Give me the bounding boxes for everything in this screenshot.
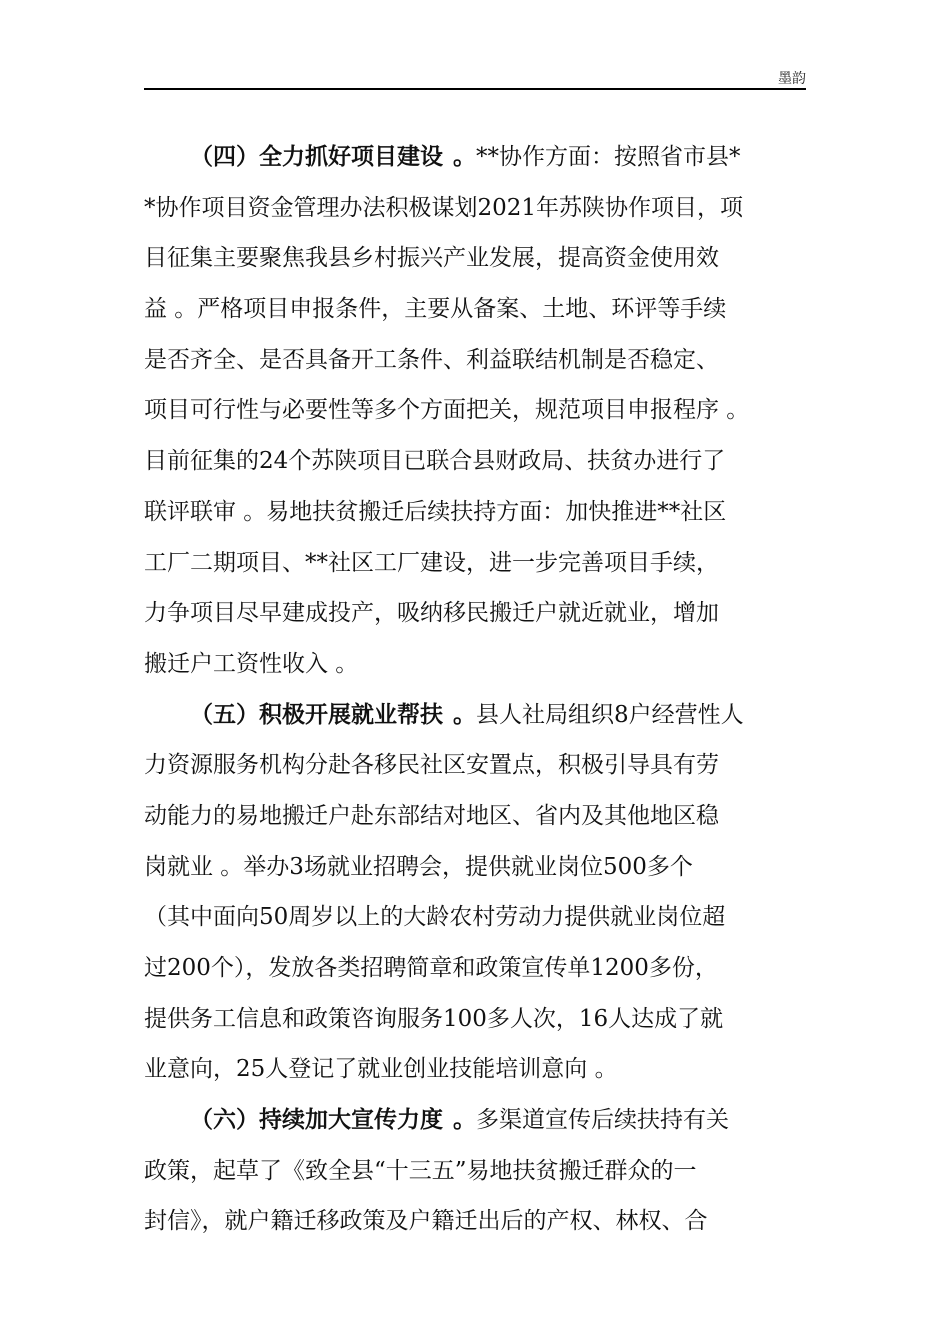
- paragraph-line: 搬迁户工资性收入 。: [144, 650, 359, 677]
- paragraph-6-first-line: [144, 1101, 806, 1152]
- paragraph-line: 益 。严格项目申报条件，主要从备案、土地、环评等手续: [144, 296, 727, 323]
- paragraph-line: *协作项目资金管理办法积极谋划2021年苏陕协作项目，项: [144, 194, 744, 221]
- paragraph-line: 联评联审 。易地扶贫搬迁后续扶持方面：加快推进**社区: [144, 498, 727, 525]
- heading-period: 。: [453, 700, 476, 728]
- paragraph-line: 提供务工信息和政策咨询服务100多人次，16人达成了就: [144, 1005, 724, 1032]
- paragraph-line: 政策，起草了《致全县“十三五”易地扶贫搬迁群众的一: [144, 1157, 697, 1184]
- section-heading-5: （五）积极开展就业帮扶: [190, 700, 443, 728]
- paragraph-line: 动能力的易地搬迁户赴东部结对地区、省内及其他地区稳: [144, 802, 719, 829]
- paragraph-line: 工厂二期项目、**社区工厂建设，进一步完善项目手续，: [144, 549, 719, 576]
- paragraph-line: 力资源服务机构分赴各移民社区安置点，积极引导具有劳: [144, 752, 719, 779]
- paragraph-line: 是否齐全、是否具备开工条件、利益联结机制是否稳定、: [144, 346, 719, 373]
- paragraph-text: **协作方面：按照省市县*: [476, 144, 741, 170]
- paragraph-line: 岗就业 。举办3场就业招聘会，提供就业岗位500多个: [144, 853, 693, 880]
- paragraph-line: 封信》，就户籍迁移政策及户籍迁出后的产权、林权、合: [144, 1208, 708, 1235]
- paragraph-4-first-line: [144, 138, 806, 189]
- section-heading-4: （四）全力抓好项目建设: [190, 143, 443, 170]
- paragraph-text: 县人社局组织8户经营性人: [476, 701, 744, 728]
- section-heading-6: （六）持续加大宣传力度: [190, 1106, 443, 1134]
- paragraph-line: 项目可行性与必要性等多个方面把关，规范项目申报程序 。: [144, 397, 750, 424]
- document-body: [144, 138, 806, 1253]
- header-rule: [144, 88, 806, 90]
- paragraph-line: 业意向，25人登记了就业创业技能培训意向 。: [144, 1056, 618, 1083]
- paragraph-line: 力争项目尽早建成投产，吸纳移民搬迁户就近就业，增加: [144, 600, 719, 627]
- paragraph-line: 目前征集的24个苏陕项目已联合县财政局、扶贫办进行了: [144, 448, 726, 475]
- heading-period: 。: [453, 1106, 476, 1134]
- paragraph-5-first-line: [144, 696, 806, 747]
- paragraph-text: 多渠道宣传后续扶持有关: [476, 1107, 729, 1134]
- paragraph-line: 目征集主要聚焦我县乡村振兴产业发展，提高资金使用效: [144, 245, 719, 272]
- paragraph-line: （其中面向50周岁以上的大龄农村劳动力提供就业岗位超: [144, 904, 726, 931]
- heading-period: 。: [453, 143, 476, 170]
- paragraph-line: 过200个），发放各类招聘简章和政策宣传单1200多份，: [144, 955, 718, 981]
- header-label: 墨韵: [778, 71, 806, 87]
